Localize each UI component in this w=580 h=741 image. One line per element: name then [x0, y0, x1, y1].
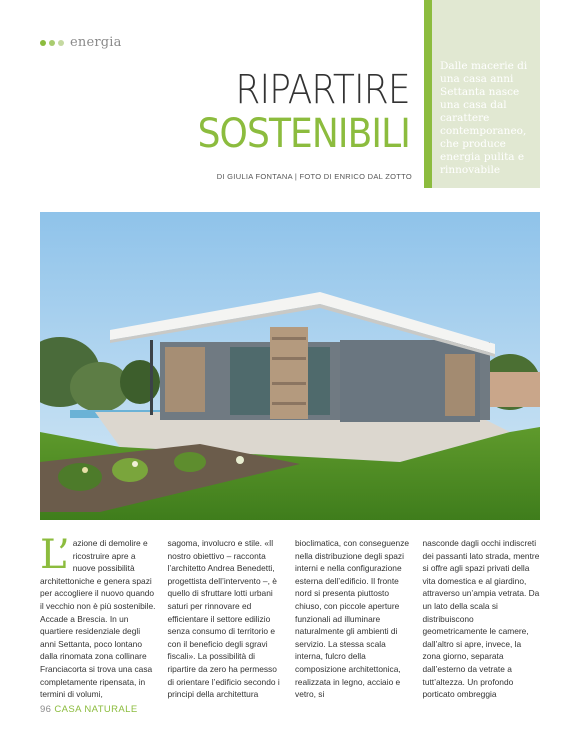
body-column-1-text: azione di demolire e ricostruire apre a nuove possibilità architettoniche e genera spazi per accogliere il nuovo quando il vecchio non è più sostenibile. Accade a Brescia. In un quartiere residenziale degli anni Settanta, poco lontano dalla rinomata zona collinare Franciacorta si trova una casa completamente ripensata, in termini di volumi, [40, 538, 156, 700]
body-column-1 [40, 532, 158, 700]
house-photo [40, 212, 540, 520]
magazine-name: CASA NATURALE [54, 704, 138, 715]
three-dots-icon [40, 40, 64, 46]
page-footer [40, 704, 138, 715]
page-number: 96 [40, 704, 52, 715]
page-title-line1: RIPARTIRE [235, 67, 410, 113]
body-text [40, 532, 540, 700]
sidebar-standfirst: Dalle macerie di una casa anni Settanta nasce una casa dal carattere contemporaneo, che produce energia pulita e rinnovabile [440, 60, 528, 176]
body-column-3: bioclimatica, con conseguenze nella distribuzione degli spazi interni e nella configurazione esterna dell’edificio. Il fronte nord si presenta piuttosto chiuso, con piccole aperture funzionali ad illuminare naturalmente gli ambienti di servizio. La stessa scala interna, fulcro della composizione architettonica, realizzata in legno, acciaio e vetro, si [295, 538, 410, 700]
section-label: energia [70, 35, 122, 50]
section-tag [40, 35, 122, 50]
byline: DI GIULIA FONTANA | FOTO DI ENRICO DAL ZOTTO [216, 172, 412, 181]
body-column-2: sagoma, involucro e stile. «Il nostro obiettivo – racconta l’architetto Andrea Benedetti, progettista dell’intervento –, è quello di sfruttare lotti urbani saturi per rinnovare ed efficientare il settore edilizio senza consumo di territorio e con il beneficio degli sgravi fiscali». La possibilità di ripartire da zero ha permesso di orientare l’edificio secondo i principi della architettura [167, 538, 280, 700]
body-column-4: nasconde dagli occhi indiscreti dei passanti lato strada, mentre si offre agli spazi privati della vita domestica e al giardino, attraverso un’ampia vetrata. Da un lato della scala si distribuiscono geometricamente le camere, dall’altro si apre, invece, la zona giorno, separata dall’esterno da vetrate a tutt’altezza. Un profondo porticato ombreggia [422, 538, 540, 700]
dropcap: L’ [40, 532, 70, 578]
accent-bar [424, 0, 432, 188]
page-title-line2: SOSTENIBILI [197, 111, 410, 157]
